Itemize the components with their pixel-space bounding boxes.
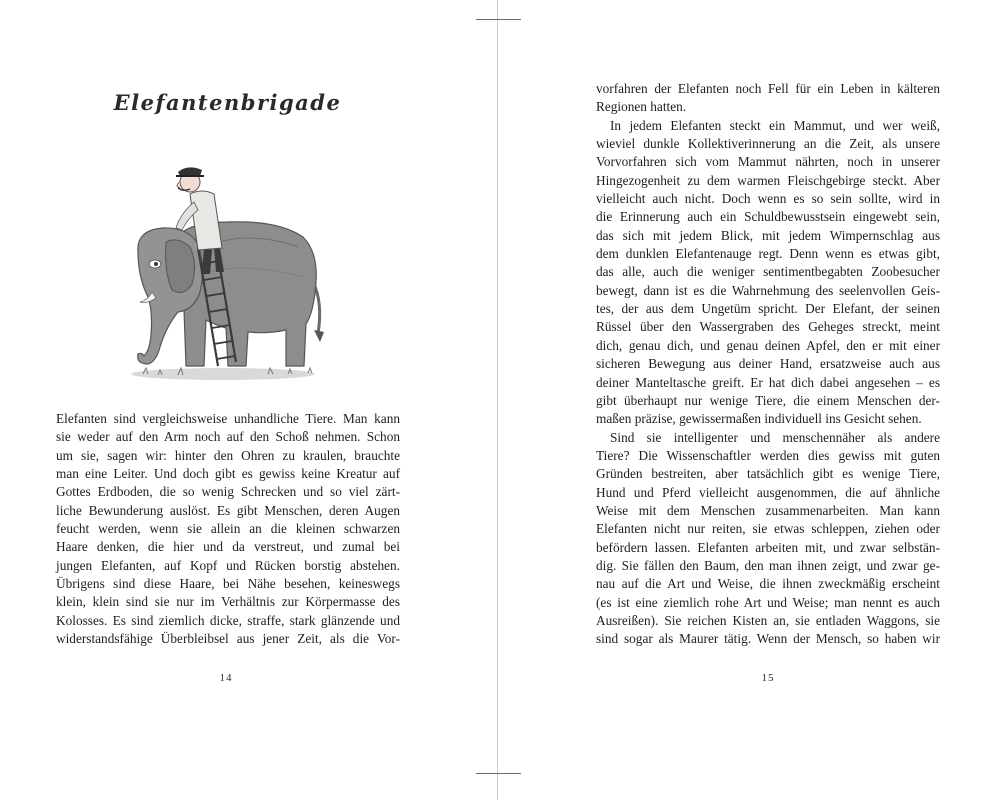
chapter-title: Elefantenbrigade [113, 90, 342, 115]
text-line: Elefanten nicht nur reiten, sie etwas schleppen, ziehen oder [596, 521, 940, 537]
text-line: Hingezogenheit zu dem warmen Fleischgebirge steckt. Aber [596, 172, 940, 188]
text-line: deiner Manteltasche greift. Er hat dich dabei angesehen – es [596, 374, 940, 390]
text-line: befördern lassen. Elefanten arbeiten mit, und zwar selbstän- [596, 539, 940, 555]
text-line: maßen präzise, gewissermaßen individuell ins Gesicht sehen. [596, 411, 922, 427]
text-line: die Erinnerung auch ein Schuldbewusstsein eingewebt sein, [596, 209, 940, 225]
text-line: Sind sie intelligenter und menschennäher als andere [610, 429, 940, 445]
left-page [0, 0, 497, 800]
text-line: Tiere? Die Wissenschaftler werden dies gewiss mit guten [596, 447, 940, 463]
text-line: Übrigens sind diese Haare, bei Nähe besehen, keineswegs [56, 576, 400, 592]
text-line: Rüssel über den Wassergraben des Geheges streckt, meint [596, 319, 940, 335]
text-line: um sie, sagen wir: hinter den Ohren zu kraulen, brauchte [56, 447, 400, 463]
text-line: das alle, auch die weniger sentimentbegabten Zoobesucher [596, 264, 940, 280]
text-line: jungen Elefanten, auf Kopf und Rücken borstig abstehen. [56, 557, 400, 573]
text-line: Gründen bestreiten, aber tatsächlich gibt es wenige Tiere, [596, 466, 940, 482]
text-line: Kolosses. Es sind ziemlich dicke, straffe, stark glänzende und [56, 612, 400, 628]
text-line: In jedem Elefanten steckt ein Mammut, und wer weiß, [610, 117, 940, 133]
text-line: widerstandsfähige Überbleibsel aus jener Zeit, als die Vor- [56, 631, 400, 647]
text-line: liche Bewunderung auslöst. Es gibt Menschen, deren Augen [56, 502, 400, 518]
text-line: dich, genau dich, und genau deinen Apfel, den er mit einer [596, 337, 940, 353]
text-line: feucht werden, wenn sie allein an die kleinen schwarzen [56, 521, 400, 537]
text-line: das sich mit jedem Blick, mit jedem Wimpernschlag aus [596, 227, 940, 243]
text-line: sie weder auf den Arm noch auf den Schoß nehmen. Schon [56, 429, 400, 445]
text-line: nau auf die Art und Weise, die ihnen zweckmäßig erscheint [596, 576, 940, 592]
elephant-with-keeper-icon [118, 152, 333, 384]
text-line: Ausreißen). Sie reichen Kisten an, sie entladen Waggons, sie [596, 612, 940, 628]
elephant-illustration [118, 152, 333, 384]
text-line: tes, der aus dem Ungetüm spricht. Der Elefant, der seinen [596, 301, 940, 317]
left-body-text [56, 410, 400, 648]
text-line: vorfahren der Elefanten noch Fell für ein Leben in kälteren [596, 81, 940, 96]
text-line: klein, klein sind sie nur im Verhältnis zur Körpermasse des [56, 594, 400, 610]
page-number-right: 15 [761, 672, 775, 684]
text-line: Gottes Erdboden, die so wenig Schrecken und so viel zärt- [56, 484, 400, 500]
text-line: Hund und Pferd vielleicht ausgenommen, die auf ähnliche [596, 484, 940, 500]
text-line: wieviel dunkle Kollektiverinnerung an die Zeit, als unsere [596, 136, 940, 152]
text-line: Regionen hatten. [596, 99, 687, 115]
page-number-left: 14 [219, 672, 233, 684]
text-line: Haare denken, die hier und da verstreut, und zumal bei [56, 539, 400, 555]
right-body-text [596, 80, 940, 649]
text-line: dig. Sie fällen den Baum, den man ihnen zeigt, und zwar ge- [596, 557, 940, 573]
text-line: dem dunklen Elefantenauge regt. Denn wenn es etwas gibt, [596, 246, 940, 262]
text-line: sicheren Bewegung aus deiner Hand, ersatzweise auch aus [596, 356, 940, 372]
text-line: gibt überhaupt nur wenige Tiere, die einem Menschen der- [596, 392, 940, 408]
text-line: Weise mit dem Menschen zusammenarbeiten. Man kann [596, 502, 940, 518]
text-line: man eine Leiter. Und doch gibt es gewiss keine Kreatur auf [56, 466, 400, 482]
text-line: Vorvorfahren sich vom Mammut nährten, noch in unserer [596, 154, 940, 170]
text-line: bewegt, dann ist es die Wahrnehmung des seelenvollen Geis- [596, 282, 940, 298]
text-line: sind sogar als Maurer tätig. Wenn der Mensch, so haben wir [596, 631, 940, 647]
text-line: vielleicht auch nicht. Doch wenn es so sein sollte, wird in [596, 191, 940, 207]
text-line: Elefanten sind vergleichsweise unhandliche Tiere. Man kann [56, 411, 400, 426]
right-page [498, 0, 1000, 800]
text-line: (es ist eine ziemlich rohe Art und Weise; man nennt es auch [596, 594, 940, 610]
